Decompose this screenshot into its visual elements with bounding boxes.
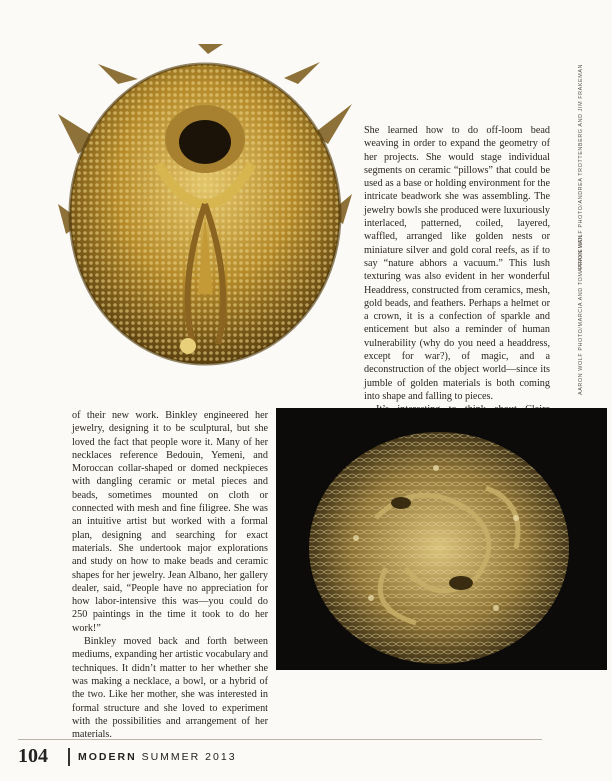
photo-credit-bottom: AARON WOLF PHOTO/MARCIA AND TOM FRAKEMAN xyxy=(578,234,584,395)
magazine-issue-label xyxy=(78,751,237,763)
headdress-photo xyxy=(58,44,352,374)
article-column-right xyxy=(364,124,550,456)
paragraph: Binkley moved back and forth between mediums, expanding her artistic vocabulary and techniques. It didn’t matter to her whether she was making a necklace, a bowl, or a hybrid of the two. Like her mother, she was interested in formal structure and she loved to experiment with the possibilities and arrangement of her materials. xyxy=(72,636,268,741)
photo-credit-top: AARON WOLF PHOTO/ANDREA TROTTENBERG AND JIM FRAKEMAN xyxy=(578,63,584,272)
footer-divider xyxy=(18,739,542,740)
jewelry-bowl-photo xyxy=(276,408,607,670)
magazine-name: MODERN xyxy=(78,751,137,763)
issue-date: SUMMER 2013 xyxy=(141,751,237,763)
paragraph: of their new work. Binkley engineered her jewelry, designing it to be sculptural, but she loved the fact that people wore it. Many of her necklaces reference Bedouin, Yemeni, and Moroccan collar-shaped or domed neckpieces with dangling ceramic or metal pieces and beads, sometimes mounted on cloth or connected with mesh and fine filigree. She was an intuitive artist but worked with a formal plan, designing and searching for exact materials. She undertook major explorations and study on how to make beads and ceramic shapes for her jewelry. Jean Albano, her gallery dealer, said, “People have no appreciation for how labor-intensive this was—you could do 250 paintings in the time it took to do her work!” xyxy=(72,410,268,634)
article-column-left xyxy=(72,409,268,741)
page-number: 104 xyxy=(18,745,48,767)
paragraph: She learned how to do off-loom bead weaving in order to expand the geometry of her projects. She would stage individual segments on ceramic “pillows” that could be used as a base or holding environment for the intricate beadwork she was assembling. The jewelry bowls she produced were luxuriously interlaced, patterned, coiled, layered, waffled, arranged like golden nests or miniature silver and gold coral reefs, as if to say “nature abhors a vacuum.” This lush texturing was also evident in her wonderful Headdress, constructed from ceramics, mesh, gold beads, and feathers. Perhaps a helmet or a crown, it is a confection of sparkle and enticement but also a reminder of human vulnerability (why do you need a headdress, except for war?), of magic, and a deconstruction of the object world—since its jumble of golden materials is both coming into shape and falling to pieces. xyxy=(364,125,550,402)
footer-separator xyxy=(68,748,70,766)
